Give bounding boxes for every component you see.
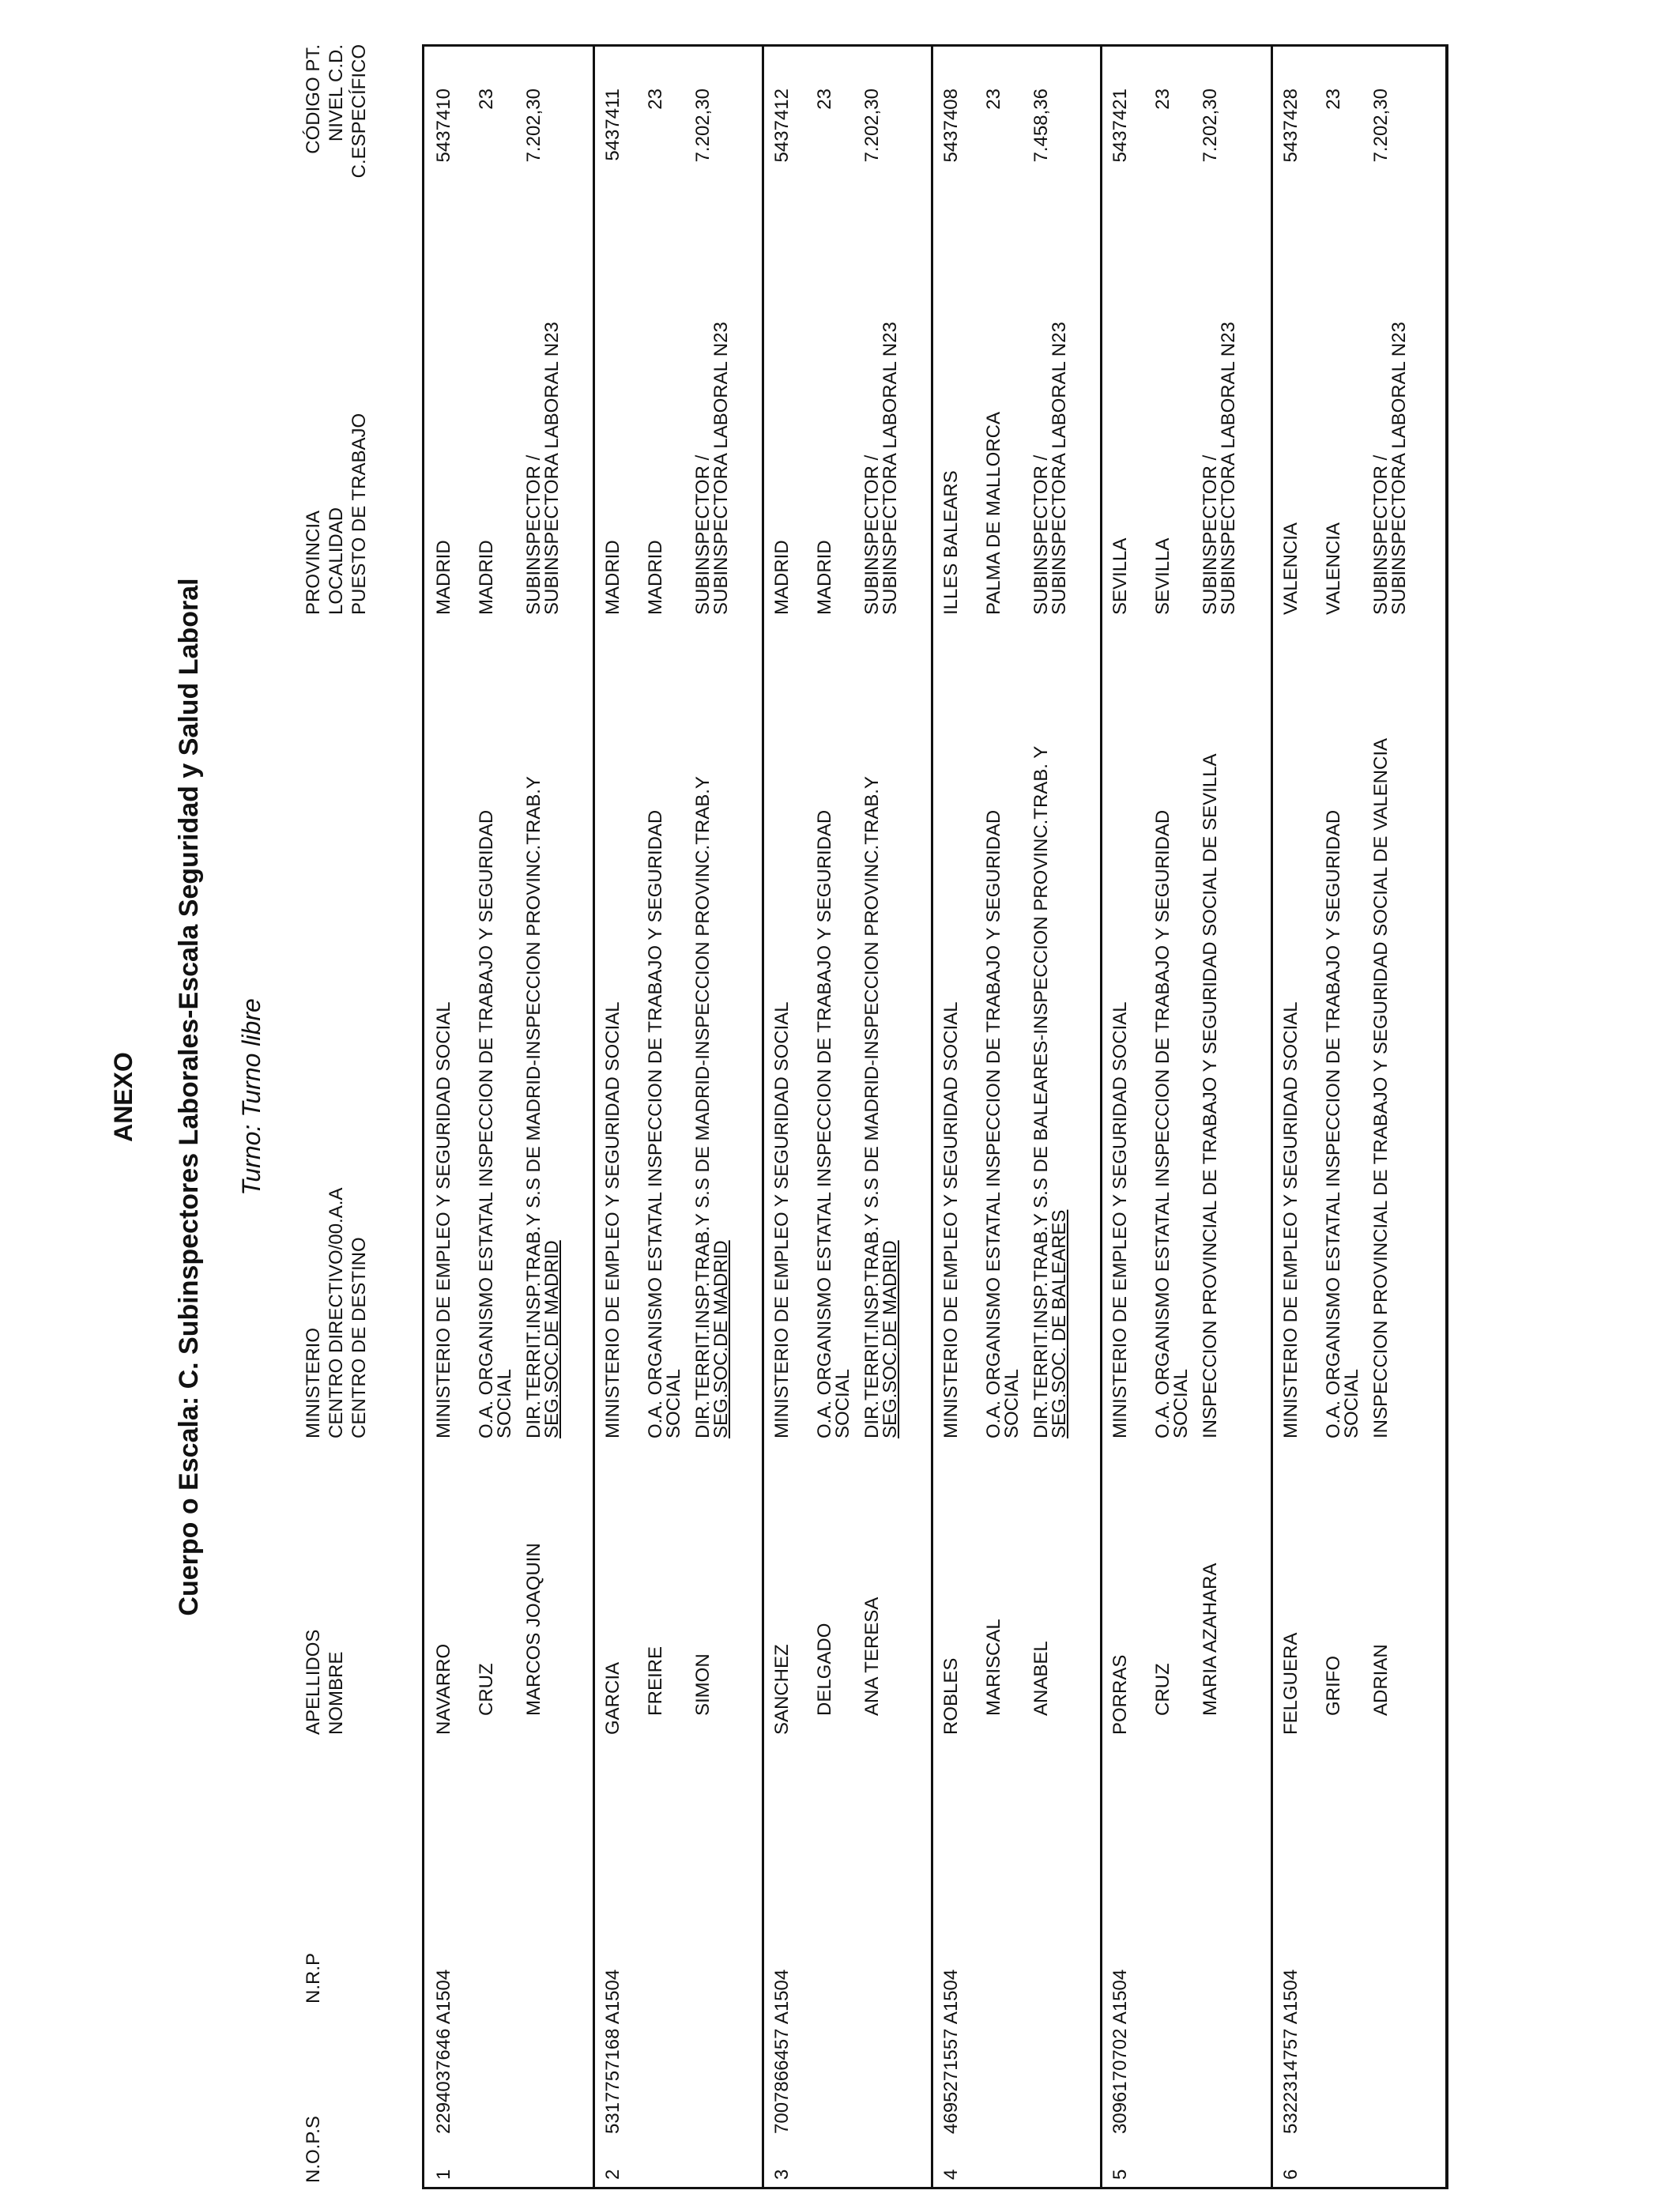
- puesto-cont-cell: SUBINSPECTORA LABORAL N23: [710, 322, 732, 615]
- nivel-cell: 23: [645, 89, 666, 110]
- nops-cell: 2: [602, 2169, 623, 2180]
- turno-label: Turno: Turno libre: [237, 998, 266, 1196]
- centro-directivo-cell: O.A. ORGANISMO ESTATAL INSPECCION DE TRABAJO Y SEGURIDAD: [983, 809, 1004, 1438]
- nops-cell: 3: [771, 2169, 793, 2180]
- centro-destino-cell: DIR.TERRIT.INSP.TRAB.Y S.S DE MADRID-INSPECCION PROVINC.TRAB.Y: [523, 776, 544, 1438]
- header-centro-directivo: CENTRO DIRECTIVO/00.A.A: [326, 1187, 347, 1438]
- ministerio-cell: MINISTERIO DE EMPLEO Y SEGURIDAD SOCIAL: [433, 1001, 454, 1438]
- codigo-cell: 5437428: [1280, 89, 1301, 163]
- apellido1-cell: FELGUERA: [1280, 1632, 1301, 1735]
- nops-cell: 6: [1280, 2169, 1301, 2180]
- provincia-cell: ILLES BALEARS: [940, 470, 962, 615]
- localidad-cell: SEVILLA: [1152, 537, 1173, 615]
- puesto-cell: SUBINSPECTOR /: [523, 454, 544, 615]
- header-nivel: NIVEL C.D.: [326, 44, 347, 142]
- localidad-cell: MADRID: [645, 540, 666, 615]
- apellido2-cell: CRUZ: [1152, 1663, 1173, 1716]
- apellido2-cell: DELGADO: [814, 1623, 835, 1716]
- nivel-cell: 23: [983, 89, 1004, 110]
- apellido2-cell: MARISCAL: [983, 1619, 1004, 1716]
- ministerio-cell: MINISTERIO DE EMPLEO Y SEGURIDAD SOCIAL: [602, 1001, 623, 1438]
- nrp-cell: 4695271557 A1504: [940, 1969, 962, 2134]
- table-border-right: [422, 44, 1448, 47]
- localidad-cell: MADRID: [476, 540, 497, 615]
- nivel-cell: 23: [476, 89, 497, 110]
- puesto-cont-cell: SUBINSPECTORA LABORAL N23: [1388, 322, 1410, 615]
- centro-directivo-cont-cell: SOCIAL: [1170, 1368, 1192, 1438]
- document-title: ANEXO: [109, 1052, 137, 1142]
- apellido2-cell: FREIRE: [645, 1646, 666, 1716]
- nivel-cell: 23: [814, 89, 835, 110]
- header-codigo: CÓDIGO PT.: [303, 44, 324, 154]
- centro-directivo-cont-cell: SOCIAL: [494, 1368, 515, 1438]
- table-border-top: [422, 44, 424, 2189]
- puesto-cell: SUBINSPECTOR /: [692, 454, 714, 615]
- nops-cell: 5: [1109, 2169, 1131, 2180]
- puesto-cont-cell: SUBINSPECTORA LABORAL N23: [541, 322, 563, 615]
- centro-destino-cell: INSPECCION PROVINCIAL DE TRABAJO Y SEGURIDAD SOCIAL DE SEVILLA: [1200, 753, 1221, 1438]
- centro-directivo-cell: O.A. ORGANISMO ESTATAL INSPECCION DE TRABAJO Y SEGURIDAD: [1323, 809, 1344, 1438]
- ministerio-cell: MINISTERIO DE EMPLEO Y SEGURIDAD SOCIAL: [771, 1001, 793, 1438]
- puesto-cont-cell: SUBINSPECTORA LABORAL N23: [1049, 322, 1070, 615]
- centro-destino-cont-cell: SEG.SOC.DE MADRID: [880, 1240, 901, 1438]
- nombre-cell: ANABEL: [1030, 1641, 1052, 1716]
- header-apellidos: APELLIDOS: [303, 1629, 324, 1735]
- provincia-cell: MADRID: [602, 540, 623, 615]
- nivel-cell: 23: [1152, 89, 1173, 110]
- header-puesto: PUESTO DE TRABAJO: [348, 413, 370, 615]
- codigo-cell: 5437412: [771, 89, 793, 163]
- centro-destino-cont-cell: SEG.SOC.DE MADRID: [710, 1240, 732, 1438]
- puesto-cell: SUBINSPECTOR /: [1200, 454, 1221, 615]
- row-divider: [931, 44, 933, 2189]
- centro-destino-cell: DIR.TERRIT.INSP.TRAB.Y S.S DE BALEARES-INSPECCION PROVINC.TRAB. Y: [1030, 745, 1052, 1438]
- nombre-cell: ANA TERESA: [861, 1596, 883, 1716]
- apellido2-cell: GRIFO: [1323, 1656, 1344, 1716]
- especifico-cell: 7.202,30: [692, 89, 714, 163]
- row-divider: [762, 44, 764, 2189]
- centro-destino-cont-cell: SEG.SOC.DE MADRID: [541, 1240, 563, 1438]
- ministerio-cell: MINISTERIO DE EMPLEO Y SEGURIDAD SOCIAL: [1280, 1001, 1301, 1438]
- nrp-cell: 5322314757 A1504: [1280, 1969, 1301, 2134]
- centro-destino-cell: INSPECCION PROVINCIAL DE TRABAJO Y SEGURIDAD SOCIAL DE VALENCIA: [1370, 737, 1392, 1438]
- table-border-left: [422, 2187, 1448, 2189]
- especifico-cell: 7.202,30: [1370, 89, 1392, 163]
- nrp-cell: 2294037646 A1504: [433, 1969, 454, 2134]
- centro-directivo-cont-cell: SOCIAL: [663, 1368, 684, 1438]
- nombre-cell: SIMON: [692, 1653, 714, 1716]
- header-localidad: LOCALIDAD: [326, 507, 347, 615]
- localidad-cell: PALMA DE MALLORCA: [983, 412, 1004, 615]
- header-centro-destino: CENTRO DE DESTINO: [348, 1237, 370, 1438]
- puesto-cell: SUBINSPECTOR /: [1030, 454, 1052, 615]
- codigo-cell: 5437410: [433, 89, 454, 163]
- nops-cell: 1: [433, 2169, 454, 2180]
- apellido1-cell: NAVARRO: [433, 1643, 454, 1735]
- row-divider: [1271, 44, 1273, 2189]
- ministerio-cell: MINISTERIO DE EMPLEO Y SEGURIDAD SOCIAL: [1109, 1001, 1131, 1438]
- table-border-bottom: [1445, 44, 1448, 2189]
- centro-directivo-cont-cell: SOCIAL: [1001, 1368, 1023, 1438]
- provincia-cell: MADRID: [771, 540, 793, 615]
- especifico-cell: 7.458,36: [1030, 89, 1052, 163]
- localidad-cell: MADRID: [814, 540, 835, 615]
- centro-directivo-cont-cell: SOCIAL: [832, 1368, 853, 1438]
- localidad-cell: VALENCIA: [1323, 522, 1344, 615]
- nops-cell: 4: [940, 2169, 962, 2180]
- especifico-cell: 7.202,30: [861, 89, 883, 163]
- nombre-cell: ADRIAN: [1370, 1644, 1392, 1716]
- centro-directivo-cell: O.A. ORGANISMO ESTATAL INSPECCION DE TRABAJO Y SEGURIDAD: [645, 809, 666, 1438]
- centro-directivo-cell: O.A. ORGANISMO ESTATAL INSPECCION DE TRABAJO Y SEGURIDAD: [476, 809, 497, 1438]
- codigo-cell: 5437408: [940, 89, 962, 163]
- apellido1-cell: ROBLES: [940, 1657, 962, 1735]
- row-divider: [593, 44, 595, 2189]
- especifico-cell: 7.202,30: [523, 89, 544, 163]
- centro-destino-cell: DIR.TERRIT.INSP.TRAB.Y S.S DE MADRID-INSPECCION PROVINC.TRAB.Y: [861, 776, 883, 1438]
- centro-destino-cell: DIR.TERRIT.INSP.TRAB.Y S.S DE MADRID-INSPECCION PROVINC.TRAB.Y: [692, 776, 714, 1438]
- header-provincia: PROVINCIA: [303, 510, 324, 615]
- header-nops: N.O.P.S: [303, 2116, 324, 2183]
- apellido1-cell: SANCHEZ: [771, 1644, 793, 1735]
- codigo-cell: 5437411: [602, 89, 623, 161]
- nombre-cell: MARIA AZAHARA: [1200, 1563, 1221, 1716]
- centro-destino-cont-cell: SEG.SOC. DE BALEARES: [1049, 1209, 1070, 1438]
- puesto-cell: SUBINSPECTOR /: [1370, 454, 1392, 615]
- header-especifico: C.ESPECÍFICO: [348, 44, 370, 179]
- apellido1-cell: GARCIA: [602, 1661, 623, 1735]
- especifico-cell: 7.202,30: [1200, 89, 1221, 163]
- document-subtitle: Cuerpo o Escala: C. Subinspectores Laborales-Escala Seguridad y Salud Laboral: [174, 578, 204, 1616]
- nrp-cell: 7007866457 A1504: [771, 1969, 793, 2134]
- provincia-cell: VALENCIA: [1280, 522, 1301, 615]
- nivel-cell: 23: [1323, 89, 1344, 110]
- puesto-cont-cell: SUBINSPECTORA LABORAL N23: [880, 322, 901, 615]
- nrp-cell: 5317757168 A1504: [602, 1969, 623, 2134]
- provincia-cell: MADRID: [433, 540, 454, 615]
- ministerio-cell: MINISTERIO DE EMPLEO Y SEGURIDAD SOCIAL: [940, 1001, 962, 1438]
- puesto-cont-cell: SUBINSPECTORA LABORAL N23: [1218, 322, 1239, 615]
- row-divider: [1100, 44, 1102, 2189]
- centro-directivo-cont-cell: SOCIAL: [1341, 1368, 1362, 1438]
- apellido2-cell: CRUZ: [476, 1663, 497, 1716]
- header-nrp: N.R.P: [303, 1952, 324, 2004]
- nrp-cell: 3096170702 A1504: [1109, 1969, 1131, 2134]
- nombre-cell: MARCOS JOAQUIN: [523, 1543, 544, 1716]
- provincia-cell: SEVILLA: [1109, 537, 1131, 615]
- codigo-cell: 5437421: [1109, 89, 1131, 163]
- puesto-cell: SUBINSPECTOR /: [861, 454, 883, 615]
- header-ministerio: MINISTERIO: [303, 1327, 324, 1438]
- header-nombre: NOMBRE: [326, 1651, 347, 1735]
- centro-directivo-cell: O.A. ORGANISMO ESTATAL INSPECCION DE TRABAJO Y SEGURIDAD: [1152, 809, 1173, 1438]
- apellido1-cell: PORRAS: [1109, 1654, 1131, 1735]
- centro-directivo-cell: O.A. ORGANISMO ESTATAL INSPECCION DE TRABAJO Y SEGURIDAD: [814, 809, 835, 1438]
